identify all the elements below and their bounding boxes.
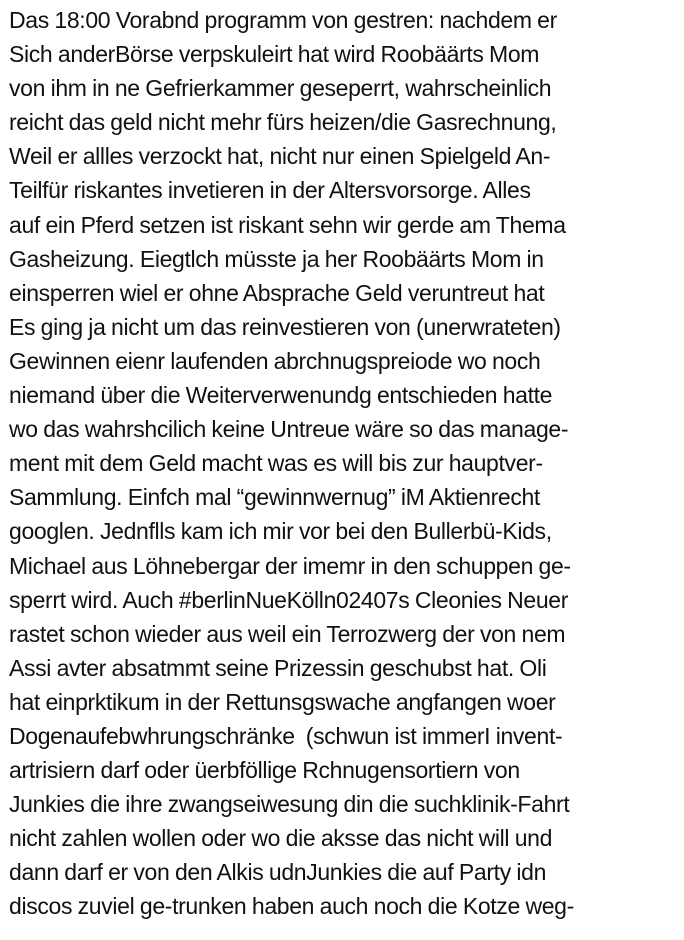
text-line-19: rastet schon wieder aus weil ein Terrozwerg der von nem xyxy=(9,620,566,647)
text-line-18: sperrt wird. Auch #berlinNueKölln02407s Cleonies Neuer xyxy=(9,586,569,613)
text-line-7: auf ein Pferd setzen ist riskant sehn wir gerde am Thema xyxy=(9,211,566,238)
text-line-23: artrisiern darf oder üerbföllige Rchnugensortiern von xyxy=(9,757,520,784)
text-line-13: wo das wahrshcilich keine Untreue wäre so das manage- xyxy=(9,416,569,443)
text-line-12: niemand über die Weiterverwenundg entschieden hatte xyxy=(9,382,553,409)
text-line-21: hat einprktikum in der Rettunsgswache angfangen woer xyxy=(9,688,556,715)
text-line-1: Das 18:00 Vorabnd programm von gestren: nachdem er xyxy=(9,7,557,33)
text-line-3: von ihm in ne Gefrierkammer geseperrt, wahrscheinlich xyxy=(9,75,552,102)
text-line-27: discos zuviel ge-trunken haben auch noch die Kotze weg- xyxy=(9,893,574,920)
text-line-5: Weil er allles verzockt hat, nicht nur einen Spielgeld An- xyxy=(9,143,551,170)
text-line-14: ment mit dem Geld macht was es will bis zur hauptver- xyxy=(9,450,543,477)
text-line-9: einsperren wiel er ohne Absprache Geld veruntreut hat xyxy=(9,279,545,306)
text-line-11: Gewinnen eienr laufenden abrchnugspreiode wo noch xyxy=(9,347,541,374)
text-line-16: googlen. Jednflls kam ich mir vor bei den Bullerbü-Kids, xyxy=(9,518,552,545)
text-line-26: dann darf er von den Alkis udnJunkies die auf Party idn xyxy=(9,859,547,886)
text-line-24: Junkies die ihre zwangseiwesung din die suchklinik-Fahrt xyxy=(9,791,570,818)
text-line-8: Gasheizung. Eiegtlch müsste ja her Roobäärts Mom in xyxy=(9,245,544,272)
text-line-15: Sammlung. Einfch mal “gewinnwernug” iM Aktienrecht xyxy=(9,484,540,511)
text-line-20: Assi avter absatmmt seine Prizessin geschubst hat. Oli xyxy=(9,654,547,681)
text-line-25: nicht zahlen wollen oder wo die aksse das nicht will und xyxy=(9,825,553,852)
body-text xyxy=(9,3,681,924)
text-line-17: Michael aus Löhnebergar der imemr in den schuppen ge- xyxy=(9,552,571,579)
text-line-10: Es ging ja nicht um das reinvestieren von (unerwrateten) xyxy=(9,313,561,340)
text-line-22: Dogenaufebwhrungschränke (schwun ist immerI invent- xyxy=(9,722,563,749)
text-line-4: reicht das geld nicht mehr fürs heizen/die Gasrechnung, xyxy=(9,109,557,136)
text-line-2: Sich anderBörse verpskuleirt hat wird Roobäärts Mom xyxy=(9,41,540,68)
text-line-6: Teilfür riskantes invetieren in der Altersvorsorge. Alles xyxy=(9,177,531,204)
